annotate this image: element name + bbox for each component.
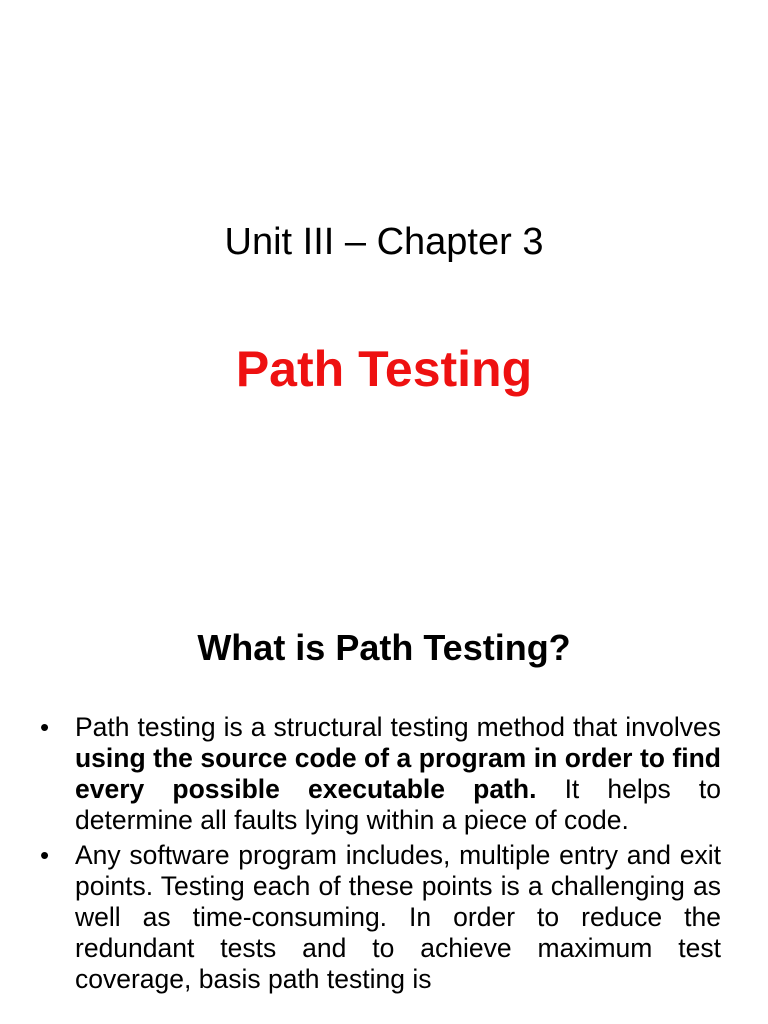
bullet-text: It helps to determine all faults lying within a piece of code. (75, 774, 721, 835)
bullet-list (0, 712, 768, 999)
bullet-bold-text: using the source code of a program in order to find every possible executable path. (75, 743, 721, 804)
bullet-text: Any software program includes, multiple entry and exit points. Testing each of these points is a challenging as well as time-consuming. In order to reduce the redundant tests and to achieve maximum test coverage, basis path testing is (75, 840, 721, 994)
list-item (0, 712, 768, 836)
bullet-icon: • (40, 712, 50, 742)
slide-heading: What is Path Testing? (197, 627, 571, 668)
list-item (0, 840, 768, 995)
content-slide (0, 580, 768, 1024)
bullet-icon: • (40, 840, 50, 870)
slide-title: Path Testing (235, 341, 533, 397)
slide-subtitle: Unit III – Chapter 3 (224, 221, 544, 263)
bullet-text: Path testing is a structural testing method that involves (75, 712, 721, 742)
